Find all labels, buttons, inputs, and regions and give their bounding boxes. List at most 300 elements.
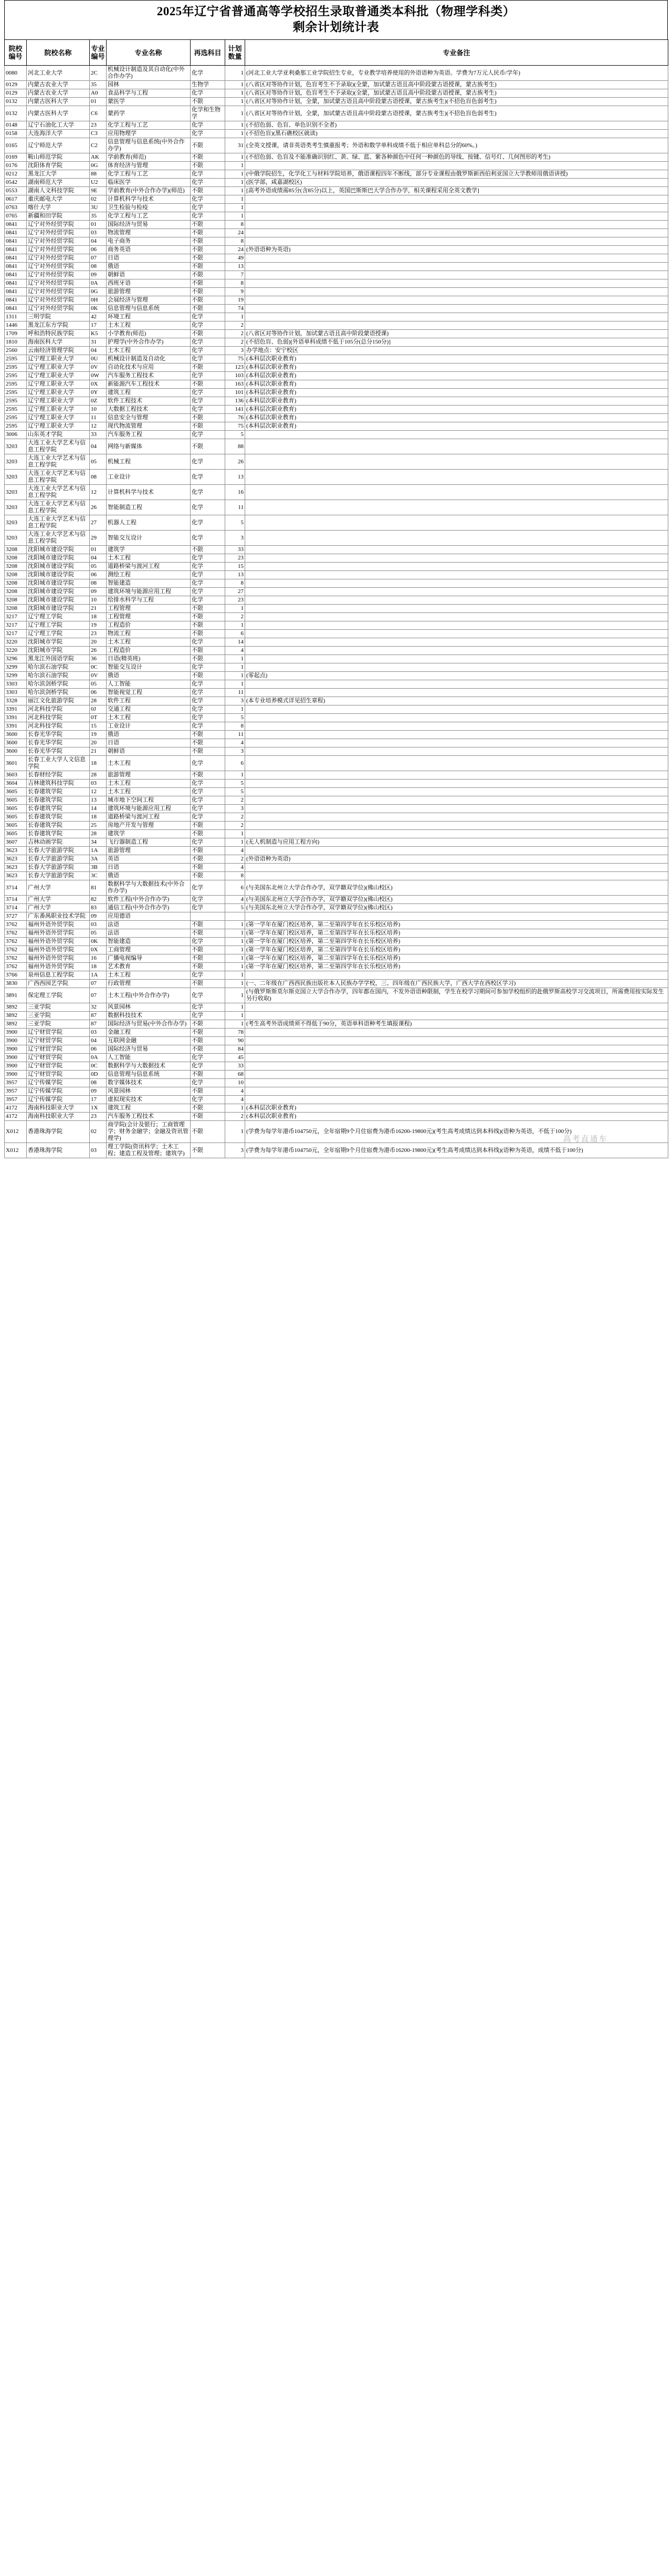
row-school-code: 3623	[5, 864, 27, 872]
row-school-name: 辽宁对外经贸学院	[27, 279, 90, 288]
row-school-code: 3714	[5, 880, 27, 896]
row-secondary-subject: 化学	[191, 89, 225, 98]
row-secondary-subject: 化学	[191, 805, 225, 813]
row-major-code: 0G	[90, 288, 107, 296]
row-school-name: 三明学院	[27, 313, 90, 321]
row-plan-quantity: 1	[225, 680, 245, 689]
row-major-remark	[245, 313, 668, 321]
row-plan-quantity: 31	[225, 138, 245, 153]
row-major-name: 应用德语	[107, 912, 191, 921]
row-secondary-subject: 不限	[191, 363, 225, 372]
row-secondary-subject: 化学	[191, 988, 225, 1003]
row-school-name: 辽宁理工职业大学	[27, 397, 90, 406]
row-school-code: 3762	[5, 938, 27, 946]
row-major-code: 04	[90, 439, 107, 454]
row-major-name: 土木工程	[107, 780, 191, 788]
row-major-code: AK	[90, 153, 107, 162]
row-school-code: 0841	[5, 263, 27, 271]
row-major-remark: (无人机制造与应用工程方向)	[245, 838, 668, 847]
row-school-code: 3900	[5, 1029, 27, 1037]
row-school-code: 0542	[5, 179, 27, 187]
row-major-code: 0Z	[90, 397, 107, 406]
table-row	[5, 363, 668, 372]
table-row	[5, 130, 668, 138]
row-plan-quantity: 1	[225, 212, 245, 221]
row-school-code: 3766	[5, 971, 27, 980]
row-secondary-subject: 化学	[191, 697, 225, 705]
row-school-name: 大连工业大学艺术与信息工程学院	[27, 470, 90, 485]
row-school-name: 辽宁传媒学院	[27, 1079, 90, 1087]
row-school-name: 辽宁财贸学院	[27, 1037, 90, 1045]
row-school-name: 辽宁理工职业大学	[27, 406, 90, 414]
row-major-code: 3U	[90, 204, 107, 212]
row-school-code: 3208	[5, 554, 27, 563]
row-plan-quantity: 1	[225, 187, 245, 195]
row-major-code: 08	[90, 579, 107, 588]
row-secondary-subject: 不限	[191, 621, 225, 630]
row-plan-quantity: 11	[225, 731, 245, 739]
row-plan-quantity: 3	[225, 805, 245, 813]
row-major-remark	[245, 638, 668, 647]
row-major-code: C3	[90, 130, 107, 138]
row-major-remark	[245, 1087, 668, 1096]
row-major-remark	[245, 705, 668, 714]
row-school-name: 河北科技学院	[27, 705, 90, 714]
row-plan-quantity: 24	[225, 246, 245, 254]
row-plan-quantity: 136	[225, 397, 245, 406]
row-school-code: 0841	[5, 296, 27, 305]
row-major-code: 19	[90, 621, 107, 630]
row-school-code: 3605	[5, 788, 27, 796]
row-school-name: 辽宁对外经贸学院	[27, 288, 90, 296]
row-school-code: 0841	[5, 305, 27, 313]
row-school-name: 福州外语外贸学院	[27, 954, 90, 963]
row-secondary-subject: 化学	[191, 347, 225, 355]
row-school-name: 哈尔滨石油学院	[27, 672, 90, 680]
row-secondary-subject: 化学	[191, 321, 225, 330]
row-major-code: 88	[90, 170, 107, 179]
row-major-name: 自动化技术与应用	[107, 363, 191, 372]
row-school-name: 保定理工学院	[27, 988, 90, 1003]
row-school-code: 3203	[5, 439, 27, 454]
row-major-name: 土木工程	[107, 756, 191, 771]
table-row	[5, 288, 668, 296]
row-school-code: 3601	[5, 756, 27, 771]
table-row	[5, 638, 668, 647]
row-major-name: 智能建造	[107, 579, 191, 588]
table-row	[5, 355, 668, 363]
row-secondary-subject: 化学	[191, 355, 225, 363]
row-major-name: 城市地下空间工程	[107, 796, 191, 805]
row-school-name: 辽宁对外经贸学院	[27, 229, 90, 237]
table-row	[5, 1012, 668, 1020]
row-major-code: 04	[90, 347, 107, 355]
row-major-name: 计算机科学与技术	[107, 485, 191, 500]
row-plan-quantity: 1	[225, 938, 245, 946]
row-school-name: 福州外语外贸学院	[27, 946, 90, 954]
row-major-remark	[245, 305, 668, 313]
row-school-name: 辽宁财贸学院	[27, 1062, 90, 1071]
row-major-remark	[245, 689, 668, 697]
table-row	[5, 747, 668, 756]
row-major-remark	[245, 470, 668, 485]
row-secondary-subject: 化学	[191, 638, 225, 647]
table-row	[5, 515, 668, 531]
row-major-remark: (本科层次职业教育)	[245, 406, 668, 414]
row-major-name: 土木工程	[107, 347, 191, 355]
row-school-name: 辽宁理工职业大学	[27, 414, 90, 422]
table-row	[5, 714, 668, 722]
row-secondary-subject: 不限	[191, 1020, 225, 1029]
table-row	[5, 338, 668, 347]
row-plan-quantity: 163	[225, 380, 245, 389]
row-school-name: 海南科技职业大学	[27, 1104, 90, 1113]
row-school-code: 3891	[5, 988, 27, 1003]
row-major-remark	[245, 805, 668, 813]
table-row	[5, 1087, 668, 1096]
row-major-code: 18	[90, 963, 107, 971]
row-school-name: 辽宁理工职业大学	[27, 380, 90, 389]
row-major-name: 旅游管理	[107, 847, 191, 855]
row-school-code: 1311	[5, 313, 27, 321]
row-school-name: 长春工业大学人文信息学院	[27, 756, 90, 771]
row-major-remark	[245, 571, 668, 579]
row-major-remark: (第一学年在厦门校区培养，第二至第四学年在长乐校区培养)	[245, 946, 668, 954]
row-major-code: 35	[90, 81, 107, 89]
row-school-name: 广州大学	[27, 904, 90, 912]
table-row	[5, 263, 668, 271]
row-major-code: 01	[90, 546, 107, 554]
row-major-remark	[245, 813, 668, 822]
row-school-name: 三亚学院	[27, 1012, 90, 1020]
row-school-name: 黑龙江东方学院	[27, 321, 90, 330]
table-row	[5, 305, 668, 313]
row-major-code: 3C	[90, 872, 107, 880]
table-row	[5, 1071, 668, 1079]
row-school-name: 河北工业大学	[27, 66, 90, 81]
row-major-name: 建筑学	[107, 546, 191, 554]
row-plan-quantity: 1	[225, 655, 245, 663]
row-secondary-subject: 不限	[191, 864, 225, 872]
row-major-remark: (第一学年在厦门校区培养，第二至第四学年在长乐校区培养)	[245, 963, 668, 971]
row-plan-quantity: 1	[225, 81, 245, 89]
row-secondary-subject: 不限	[191, 187, 225, 195]
row-major-code: 05	[90, 929, 107, 938]
row-secondary-subject: 化学	[191, 705, 225, 714]
row-school-name: 沈阳城市建设学院	[27, 571, 90, 579]
row-school-code: 0129	[5, 81, 27, 89]
row-school-code: 3600	[5, 747, 27, 756]
row-plan-quantity: 1	[225, 621, 245, 630]
row-school-code: 3900	[5, 1071, 27, 1079]
col-header-school-code-line2: 编号	[8, 53, 23, 60]
table-row	[5, 680, 668, 689]
row-secondary-subject: 化学	[191, 313, 225, 321]
row-major-remark	[245, 195, 668, 204]
row-major-name: 俄语	[107, 672, 191, 680]
row-secondary-subject: 不限	[191, 647, 225, 655]
row-plan-quantity: 75	[225, 422, 245, 431]
table-row	[5, 414, 668, 422]
table-row	[5, 372, 668, 380]
row-major-remark	[245, 830, 668, 838]
row-plan-quantity: 27	[225, 588, 245, 596]
row-school-code: 3762	[5, 954, 27, 963]
row-major-code: 06	[90, 689, 107, 697]
row-plan-quantity: 88	[225, 439, 245, 454]
row-major-remark	[245, 1054, 668, 1062]
row-major-name: 物流管理	[107, 229, 191, 237]
row-major-code: 0X	[90, 380, 107, 389]
row-school-code: 3208	[5, 571, 27, 579]
row-secondary-subject: 不限	[191, 921, 225, 929]
row-major-code: 0V	[90, 363, 107, 372]
row-school-code: 3605	[5, 830, 27, 838]
table-row	[5, 605, 668, 613]
row-major-name: 人工智能	[107, 1054, 191, 1062]
row-school-name: 大连工业大学艺术与信息工程学院	[27, 515, 90, 531]
row-major-name: 土木工程	[107, 638, 191, 647]
row-major-code: 10	[90, 596, 107, 605]
row-major-name: 商务英语	[107, 246, 191, 254]
row-school-code: 2595	[5, 406, 27, 414]
row-school-name: 辽宁理工职业大学	[27, 372, 90, 380]
row-major-name: 环境工程	[107, 313, 191, 321]
table-row	[5, 705, 668, 714]
row-major-name: 现代物流管理	[107, 422, 191, 431]
row-major-code: 06	[90, 246, 107, 254]
table-row	[5, 1079, 668, 1087]
table-row	[5, 271, 668, 279]
row-secondary-subject: 化学	[191, 838, 225, 847]
row-plan-quantity: 1	[225, 153, 245, 162]
row-major-name: 工程管理	[107, 613, 191, 621]
table-row	[5, 296, 668, 305]
col-header-major-name: 专业名称	[107, 40, 191, 66]
table-row	[5, 630, 668, 638]
row-major-code: 9E	[90, 187, 107, 195]
row-major-name: 数据科学与大数据技术(中外合作办学)	[107, 880, 191, 896]
row-school-code: 2595	[5, 389, 27, 397]
row-major-remark	[245, 605, 668, 613]
row-school-code: 3208	[5, 579, 27, 588]
row-school-code: X012	[5, 1143, 27, 1158]
row-major-code: 09	[90, 271, 107, 279]
row-plan-quantity: 9	[225, 288, 245, 296]
row-secondary-subject: 化学	[191, 130, 225, 138]
row-secondary-subject: 化学	[191, 780, 225, 788]
col-header-major-code-line2: 编号	[91, 53, 105, 60]
table-row	[5, 406, 668, 414]
table-row	[5, 822, 668, 830]
row-school-name: 沈阳城市建设学院	[27, 596, 90, 605]
row-major-name: 旅游管理	[107, 771, 191, 780]
row-school-code: 3391	[5, 722, 27, 731]
row-major-remark	[245, 546, 668, 554]
row-major-code: 0W	[90, 372, 107, 380]
row-secondary-subject: 化学	[191, 470, 225, 485]
row-school-name: 海南医科大学	[27, 338, 90, 347]
row-school-name: 丽江文化旅游学院	[27, 697, 90, 705]
row-secondary-subject: 化学	[191, 1062, 225, 1071]
row-plan-quantity: 1	[225, 921, 245, 929]
row-major-remark: (不招色弱、色盲、单色识别不全者)	[245, 121, 668, 130]
row-major-code: 0X	[90, 946, 107, 954]
row-major-remark	[245, 1071, 668, 1079]
row-school-name: 长春建筑学院	[27, 788, 90, 796]
row-secondary-subject: 化学	[191, 338, 225, 347]
row-major-name: 飞行器制造工程	[107, 838, 191, 847]
row-major-code: 07	[90, 980, 107, 988]
row-school-name: 三亚学院	[27, 1020, 90, 1029]
row-school-code: 3727	[5, 912, 27, 921]
row-major-code: 12	[90, 788, 107, 796]
table-row	[5, 980, 668, 988]
row-school-name: 呼和浩特民族学院	[27, 330, 90, 338]
table-row	[5, 613, 668, 621]
row-major-code: 15	[90, 722, 107, 731]
row-major-name: 行政管理	[107, 980, 191, 988]
row-major-remark	[245, 596, 668, 605]
row-major-remark	[245, 731, 668, 739]
row-major-code: 28	[90, 771, 107, 780]
table-row	[5, 237, 668, 246]
row-school-code: 3208	[5, 588, 27, 596]
row-school-code: 0553	[5, 187, 27, 195]
row-school-code: 0132	[5, 98, 27, 106]
row-secondary-subject: 不限	[191, 1121, 225, 1143]
row-major-remark: (全英文授课，请非英语类考生慎重报考；外语和数学单科成绩不低于相应单科总分的60%。)	[245, 138, 668, 153]
row-major-code: 26	[90, 647, 107, 655]
row-school-name: 辽宁财贸学院	[27, 1071, 90, 1079]
table-row	[5, 596, 668, 605]
row-plan-quantity: 8	[225, 872, 245, 880]
row-major-name: 护理学(中外合作办学)	[107, 338, 191, 347]
row-school-name: 河北科技学院	[27, 714, 90, 722]
row-school-name: 长春大学旅游学院	[27, 847, 90, 855]
row-secondary-subject: 不限	[191, 1087, 225, 1096]
row-major-code: 26	[90, 500, 107, 515]
row-school-code: 3623	[5, 847, 27, 855]
row-secondary-subject: 不限	[191, 296, 225, 305]
table-row	[5, 672, 668, 680]
row-major-name: 学前教育(中外合作办学)(师范)	[107, 187, 191, 195]
row-major-name: 通信工程(中外合作办学)	[107, 904, 191, 912]
row-school-name: 辽宁石油化工大学	[27, 121, 90, 130]
row-secondary-subject: 不限	[191, 1113, 225, 1121]
row-school-code: 2595	[5, 363, 27, 372]
row-school-name: 大连工业大学艺术与信息工程学院	[27, 500, 90, 515]
row-major-name: 机械设计制造及其自动化(中外合作办学)	[107, 66, 191, 81]
table-row	[5, 397, 668, 406]
row-major-name: 建筑工程	[107, 1104, 191, 1113]
row-major-code: 04	[90, 554, 107, 563]
row-major-name: 物流工程	[107, 630, 191, 638]
row-school-code: 2560	[5, 347, 27, 355]
row-major-remark: [高考外语成绩需85分(含85分)以上，英国巴斯斯巴大学合作办学，相关课程采用全英文教学]	[245, 187, 668, 195]
row-school-code: 3605	[5, 822, 27, 830]
row-school-name: 辽宁理工学院	[27, 621, 90, 630]
row-plan-quantity: 3	[225, 747, 245, 756]
row-secondary-subject: 化学	[191, 1096, 225, 1104]
row-secondary-subject: 化学	[191, 571, 225, 579]
row-school-code: 3217	[5, 613, 27, 621]
row-major-remark: (外语语种为英语)	[245, 246, 668, 254]
row-school-code: 0169	[5, 153, 27, 162]
row-major-code: K5	[90, 330, 107, 338]
row-school-name: 河北科技学院	[27, 722, 90, 731]
table-row	[5, 431, 668, 439]
row-plan-quantity: 90	[225, 1037, 245, 1045]
row-major-name: 数字媒体技术	[107, 1079, 191, 1087]
row-secondary-subject: 不限	[191, 98, 225, 106]
row-major-code: 09	[90, 588, 107, 596]
row-major-name: 汽车服务工程技术	[107, 1113, 191, 1121]
watermark-label: 高考直通车	[563, 1135, 608, 1144]
row-plan-quantity: 4	[225, 864, 245, 872]
row-major-remark	[245, 588, 668, 596]
table-row	[5, 771, 668, 780]
row-major-name: 信息管理与信息系统(中外合作办学)	[107, 138, 191, 153]
table-row	[5, 621, 668, 630]
row-secondary-subject: 化学	[191, 204, 225, 212]
row-school-name: 大连工业大学艺术与信息工程学院	[27, 531, 90, 546]
row-school-name: 沈阳体育学院	[27, 162, 90, 170]
row-school-code: 3605	[5, 813, 27, 822]
row-major-name: 风景园林	[107, 1003, 191, 1012]
row-major-name: 英语	[107, 855, 191, 864]
row-secondary-subject: 不限	[191, 221, 225, 229]
row-secondary-subject: 化学	[191, 500, 225, 515]
row-plan-quantity: 5	[225, 714, 245, 722]
row-major-name: 俄语	[107, 731, 191, 739]
row-plan-quantity: 1	[225, 672, 245, 680]
row-major-code: 03	[90, 1029, 107, 1037]
row-major-remark	[245, 500, 668, 515]
row-major-name: 工业设计	[107, 470, 191, 485]
row-plan-quantity: 6	[225, 880, 245, 896]
row-secondary-subject: 不限	[191, 1104, 225, 1113]
row-school-code: 3303	[5, 680, 27, 689]
row-school-code: 3006	[5, 431, 27, 439]
table-row	[5, 647, 668, 655]
row-school-name: 辽宁对外经贸学院	[27, 221, 90, 229]
row-plan-quantity: 4	[225, 1096, 245, 1104]
col-header-secondary-subject: 再选科目	[191, 40, 225, 66]
row-school-code: 0841	[5, 246, 27, 254]
row-plan-quantity: 1	[225, 106, 245, 121]
row-major-name: 西班牙语	[107, 279, 191, 288]
row-major-remark: (第一学年在厦门校区培养，第二至第四学年在长乐校区培养)	[245, 921, 668, 929]
row-plan-quantity: 8	[225, 722, 245, 731]
row-secondary-subject: 化学	[191, 431, 225, 439]
row-school-code: 3328	[5, 697, 27, 705]
table-row	[5, 279, 668, 288]
row-major-name: 交通工程	[107, 705, 191, 714]
row-major-name: 化学工程与工艺	[107, 121, 191, 130]
row-major-code: 17	[90, 321, 107, 330]
row-major-name: 土木工程	[107, 714, 191, 722]
row-school-name: 长春财经学院	[27, 771, 90, 780]
row-major-name: 机器人工程	[107, 515, 191, 531]
row-major-remark	[245, 864, 668, 872]
row-school-code: 3391	[5, 714, 27, 722]
row-school-name: 福州外语外贸学院	[27, 921, 90, 929]
row-major-name: 信息管理与信息系统	[107, 1071, 191, 1079]
row-major-remark: (零起点)	[245, 672, 668, 680]
row-school-code: 3217	[5, 621, 27, 630]
row-school-code: 2595	[5, 422, 27, 431]
